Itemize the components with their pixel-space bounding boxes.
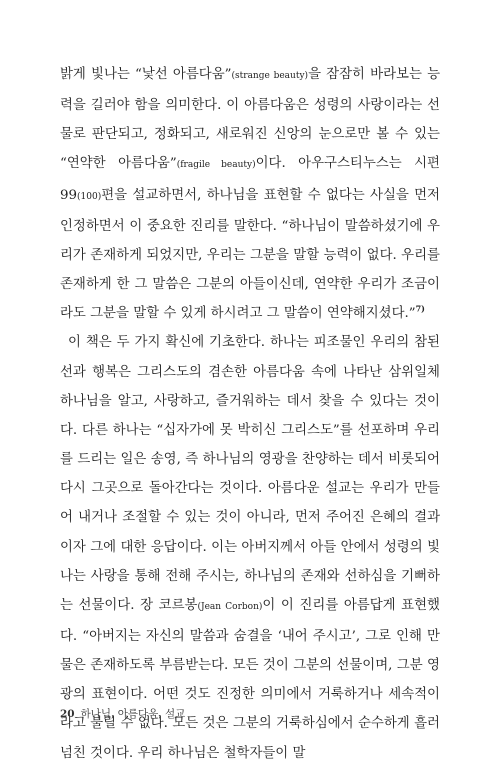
page-footer (60, 706, 185, 721)
text-run: 이다. 아우구스티누스는 시편 99 (60, 156, 440, 203)
text-run: 을 잠잠히 바라보는 능력을 길러야 함을 의미한다. 이 아름다움은 성령의 사랑이라는 선물로 판단되고, 정화되고, 새로워진 신앙의 눈으로만 볼 수 있는 “연약한 아름다움” (60, 67, 441, 172)
latin-term: (fragile beauty) (176, 160, 256, 171)
text-run: 밝게 빛나는 “낯선 아름다움” (60, 67, 232, 82)
footnote-marker: 7) (415, 303, 425, 314)
text-run: 이 이 진리를 아름답게 표현했다. “아버지는 자신의 말씀과 숨결을 ‘내어 주시고’, 그로 인해 만물은 존재하도록 부름받는다. 모든 것이 그분의 선물이며, 그분 영광의 표현이다. 어떤 것도 진정한 의미에서 거룩하거나 세속적이라고 불릴 수 없다. 모든 것은 그분의 거룩하심에서 순수하게 흘러넘친 것이다. 우리 하나님은 철학자들이 말 (60, 597, 440, 761)
latin-term: (Jean Corbon) (197, 601, 263, 612)
paragraph-1 (60, 60, 440, 328)
body-text (60, 60, 440, 768)
latin-term: (100) (77, 191, 102, 202)
page-number: 20 (60, 708, 75, 720)
text-run: 이 책은 두 가지 확신에 기초한다. 하나는 피조물인 우리의 참된 선과 행복은 그리스도의 겸손한 아름다움 속에 나타난 삼위일체 하나님을 알고, 사랑하고, 즐거워하는 데서 찾을 수 있다는 것이다. 다른 하나는 “십자가에 못 박히신 그리스도”를 선포하며 우리를 드리는 일은 송영, 즉 하나님의 영광을 찬양하는 데서 비롯되어 다시 그곳으로 돌아간다는 것이다. 아름다운 설교는 우리가 만들어 내거나 조절할 수 있는 것이 아니라, 먼저 주어진 은혜의 결과이자 그에 대한 응답이다. 이는 아버지께서 아들 안에서 성령의 빛나는 사랑을 통해 전해 주시는, 하나님의 존재와 선하심을 기뻐하는 선물이다. 장 코르봉 (60, 335, 440, 613)
latin-term: (strange beauty) (231, 71, 309, 81)
paragraph-2 (60, 328, 440, 767)
text-run: 편을 설교하면서, 하나님을 표현할 수 없다는 사실을 먼저 인정하면서 이 중요한 진리를 말한다. “하나님이 말씀하셨기에 우리가 존재하게 되었지만, 우리는 그분을 말할 능력이 없다. 우리를 존재하게 한 그 말씀은 그분의 아들이신데, 연약한 우리가 조금이라도 그분을 말할 수 있게 하시려고 그 말씀이 연약해지셨다.” (60, 187, 440, 322)
running-title: 하나님, 아름다움, 설교 (80, 708, 186, 720)
